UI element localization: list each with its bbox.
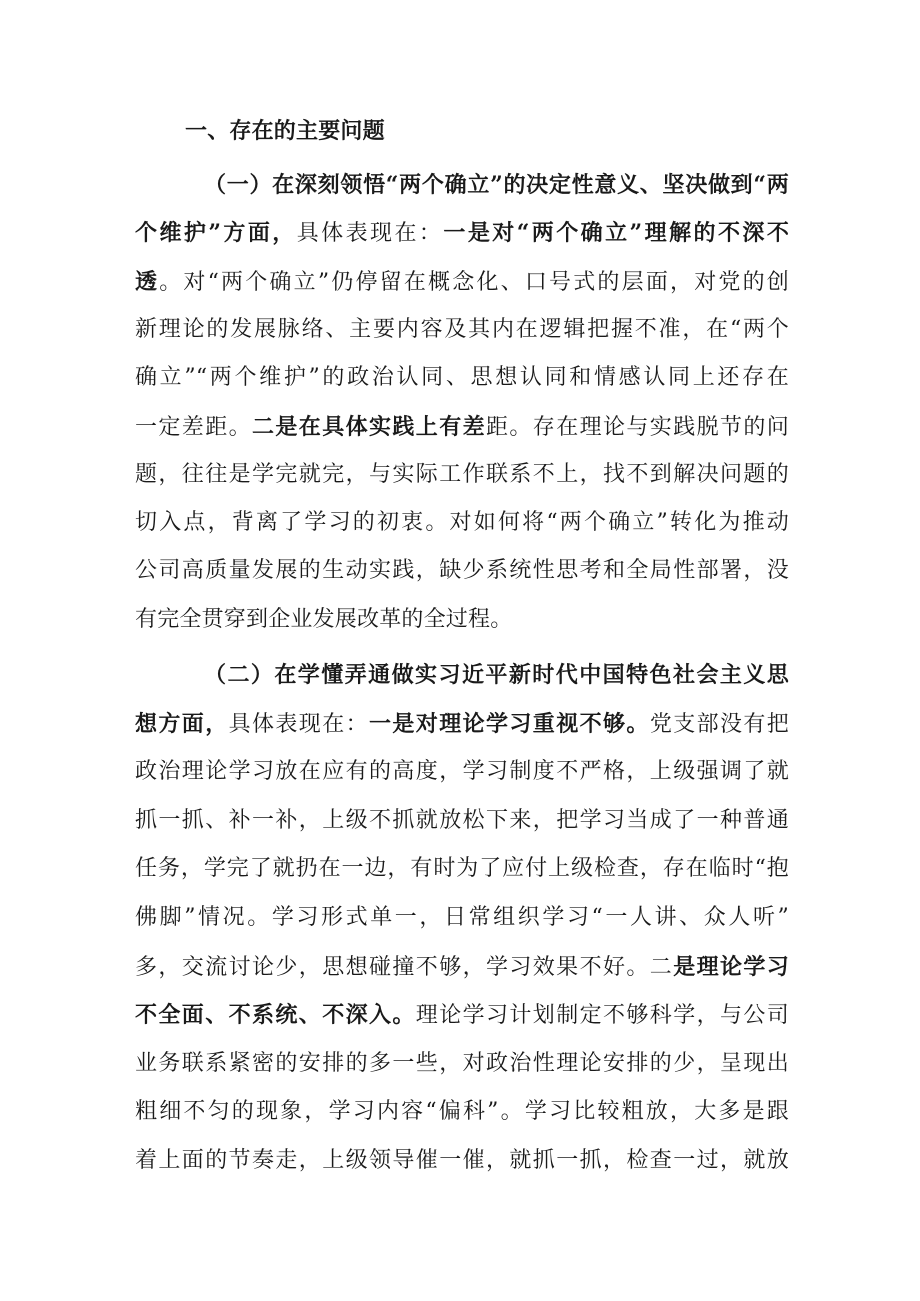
section2-line [204,660,789,690]
section1-line [135,218,789,248]
text-run: 一定差距。 [135,414,252,440]
section1-line [135,267,789,297]
section1-line [135,363,789,393]
text-run: 个维护”方面， [135,220,297,247]
text-run: 着上面的节奏走，上级领导催一催，就抓一抓，检查一过，就放 [135,1148,789,1173]
text-run: 具体表现在： [228,711,370,737]
text-run: 是理论学习 [673,953,789,980]
section2-line [135,854,789,884]
section2-line [135,1146,789,1176]
section2-line [135,757,789,787]
text-run: 新理论的发展脉络、主要内容及其内在逻辑把握不准，在“两个 [135,316,789,342]
text-run: 党支部没有把 [649,711,789,737]
text-run: 一是对理论学习重视不够。 [369,710,650,737]
section1-line [204,170,789,200]
section2-line [135,806,789,836]
text-run: 有完全贯穿到企业发展改革的全过程。 [135,606,513,632]
text-run: 抓一抓、补一补，上级不抓就放松下来，把学习当成了一种普通 [135,807,789,833]
text-run: （一）在深刻领悟“两个确立”的决定性意义、坚决做到“两 [204,172,789,198]
section2-line [135,709,789,739]
section1-line [135,315,789,345]
text-run: 切入点，背离了学习的初衷。对如何将“两个确立”转化为推动 [135,510,789,536]
text-run: 距。存在理论与实践脱节的问 [486,414,789,440]
text-run: 。对“两个确立”仍停留在概念化、口号式的层面，对党的创 [159,269,789,295]
text-run: 理论学习计划制定不够科学，与公司 [415,1003,789,1029]
text-run: 具体表现在： [296,221,444,247]
text-run: 政治理论学习放在应有的高度，学习制度不严格，上级强调了就 [135,759,789,785]
text-run: 粗细不匀的现象，学习内容“偏科”。学习比较粗放，大多是跟 [135,1099,789,1125]
section2-line [135,1000,789,1030]
section1-line [135,556,789,586]
section-heading: 一、存在的主要问题 [185,118,385,144]
section2-line [135,1097,789,1127]
section1-line [135,460,789,490]
text-run: （二）在学懂弄通做实习近平新时代中国特色社会主义思 [204,662,789,688]
text-run: 确立”“两个维护”的政治认同、思想认同和情感认同上还存在 [135,365,789,391]
text-run: 题，往往是学完就完，与实际工作联系不上，找不到解决问题的 [135,461,789,487]
section1-line [135,508,789,538]
section1-line [135,412,789,442]
section2-line [135,952,789,982]
text-run: 公司高质量发展的生动实践，缺少系统性思考和全局性部署，没 [135,558,789,584]
text-run: 一是对“两个确立”理解的不深不 [443,220,789,247]
section2-line [135,903,789,933]
text-run: 不全面、不系统、不深入。 [135,1002,416,1029]
text-run: 多，交流讨论少，思想碰撞不够，学习效果不好。二 [135,954,674,980]
text-run: 任务，学完了就扔在一边，有时为了应付上级检查，存在临时“抱 [135,856,789,882]
text-run: 想方面， [135,710,229,737]
text-run: 业务联系紧密的安排的多一些，对政治性理论安排的少，呈现出 [135,1050,789,1076]
section2-line [135,1049,789,1079]
text-run: 透 [135,268,160,295]
text-run: 二是在具体实践上有差 [252,413,486,440]
section1-line [135,605,789,635]
text-run: 佛脚”情况。学习形式单一，日常组织学习“一人讲、众人听” [135,905,789,930]
